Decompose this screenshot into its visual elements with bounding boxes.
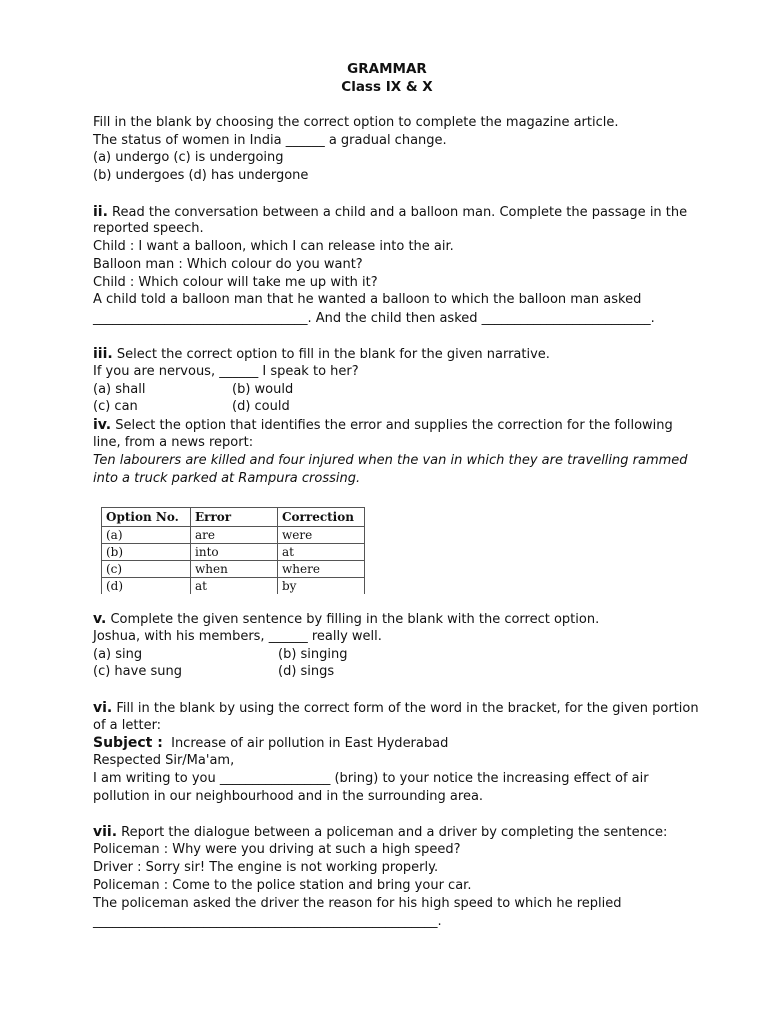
q5-option-d: (d) sings <box>278 664 335 679</box>
table-cell: when <box>191 561 278 578</box>
q6-body-cont: pollution in our neighbourhood and in the surrounding area. <box>93 789 484 804</box>
table-row <box>102 544 365 561</box>
q6-instruction <box>93 699 699 718</box>
table-row <box>102 527 365 544</box>
q7-number: vii. <box>93 824 118 840</box>
q2-dialogue-3: Child : Which colour will take me up with it? <box>93 275 378 290</box>
q6-subject-text: Increase of air pollution in East Hyderabad <box>162 736 449 751</box>
q5-sentence: Joshua, with his members, ______ really well. <box>93 629 382 644</box>
q7-report: The policeman asked the driver the reason for his high speed to which he replied <box>93 896 622 911</box>
q3-instruction <box>93 345 550 364</box>
q7-report-blank: _____________________________________________________. <box>93 914 442 929</box>
q4-options-table <box>101 507 365 594</box>
q1-instruction: Fill in the blank by choosing the correct option to complete the magazine article. <box>93 115 619 130</box>
q2-report-blanks: _________________________________. And the child then asked __________________________. <box>93 311 655 326</box>
table-cell: (a) <box>102 527 191 544</box>
q3-instruction-text: Select the correct option to fill in the blank for the given narrative. <box>112 347 550 362</box>
q2-number: ii. <box>93 204 108 220</box>
q6-body: I am writing to you _________________ (bring) to your notice the increasing effect of air <box>93 771 649 786</box>
q5-option-b: (b) singing <box>278 647 348 662</box>
table-cell: by <box>278 578 365 595</box>
q4-instruction-text: Select the option that identifies the error and supplies the correction for the following <box>111 418 673 433</box>
table-row <box>102 561 365 578</box>
q4-number: iv. <box>93 417 112 433</box>
table-header-cell: Error <box>191 508 278 527</box>
q3-option-d: (d) could <box>232 399 290 414</box>
q5-option-a: (a) sing <box>93 647 143 662</box>
q6-salutation: Respected Sir/Ma'am, <box>93 753 235 768</box>
q3-number: iii. <box>93 346 113 362</box>
table-cell: (b) <box>102 544 191 561</box>
q3-option-b: (b) would <box>232 382 294 397</box>
q2-dialogue-2: Balloon man : Which colour do you want? <box>93 257 363 272</box>
q3-sentence: If you are nervous, ______ I speak to her? <box>93 364 359 379</box>
q5-number: v. <box>93 611 107 627</box>
q4-news-quote-cont: into a truck parked at Rampura crossing. <box>93 471 361 486</box>
q1-options-row2: (b) undergoes (d) has undergone <box>93 168 309 183</box>
q6-instruction-text: Fill in the blank by using the correct form of the word in the bracket, for the given portion <box>112 701 699 716</box>
q2-dialogue-1: Child : I want a balloon, which I can release into the air. <box>93 239 454 254</box>
q4-instruction-cont: line, from a news report: <box>93 435 254 450</box>
table-cell: (d) <box>102 578 191 595</box>
table-cell: where <box>278 561 365 578</box>
q5-instruction <box>93 610 599 629</box>
q3-option-c: (c) can <box>93 399 138 414</box>
table-header-cell: Option No. <box>102 508 191 527</box>
q1-sentence: The status of women in India ______ a gradual change. <box>93 133 447 148</box>
q1-options-row1: (a) undergo (c) is undergoing <box>93 150 284 165</box>
page-title: GRAMMAR <box>347 61 427 77</box>
table-cell: into <box>191 544 278 561</box>
q7-dialogue-2: Driver : Sorry sir! The engine is not working properly. <box>93 860 439 875</box>
q4-news-quote: Ten labourers are killed and four injured when the van in which they are travelling rammed <box>93 453 688 468</box>
q7-instruction-text: Report the dialogue between a policeman and a driver by completing the sentence: <box>117 825 668 840</box>
q3-option-a: (a) shall <box>93 382 146 397</box>
table-header-cell: Correction <box>278 508 365 527</box>
q6-number: vi. <box>93 700 113 716</box>
q4-instruction <box>93 416 673 435</box>
class-label: Class IX & X <box>341 79 433 95</box>
q5-option-c: (c) have sung <box>93 664 182 679</box>
table-cell: are <box>191 527 278 544</box>
q7-instruction <box>93 823 667 842</box>
table-header-row <box>102 508 365 527</box>
q6-subject-line <box>93 734 448 753</box>
q7-dialogue-1: Policeman : Why were you driving at such a high speed? <box>93 842 461 857</box>
q2-report: A child told a balloon man that he wanted a balloon to which the balloon man asked <box>93 292 642 307</box>
q6-instruction-cont: of a letter: <box>93 718 162 733</box>
q6-subject-label: Subject : <box>93 735 163 751</box>
q7-dialogue-3: Policeman : Come to the police station and bring your car. <box>93 878 472 893</box>
table-cell: were <box>278 527 365 544</box>
table-cell: at <box>278 544 365 561</box>
table-row <box>102 578 365 595</box>
table-cell: at <box>191 578 278 595</box>
table-cell: (c) <box>102 561 191 578</box>
q5-instruction-text: Complete the given sentence by filling in the blank with the correct option. <box>106 612 600 627</box>
q2-instruction-text: Read the conversation between a child and a balloon man. Complete the passage in the <box>107 205 688 220</box>
q2-instruction-cont: reported speech. <box>93 221 204 236</box>
